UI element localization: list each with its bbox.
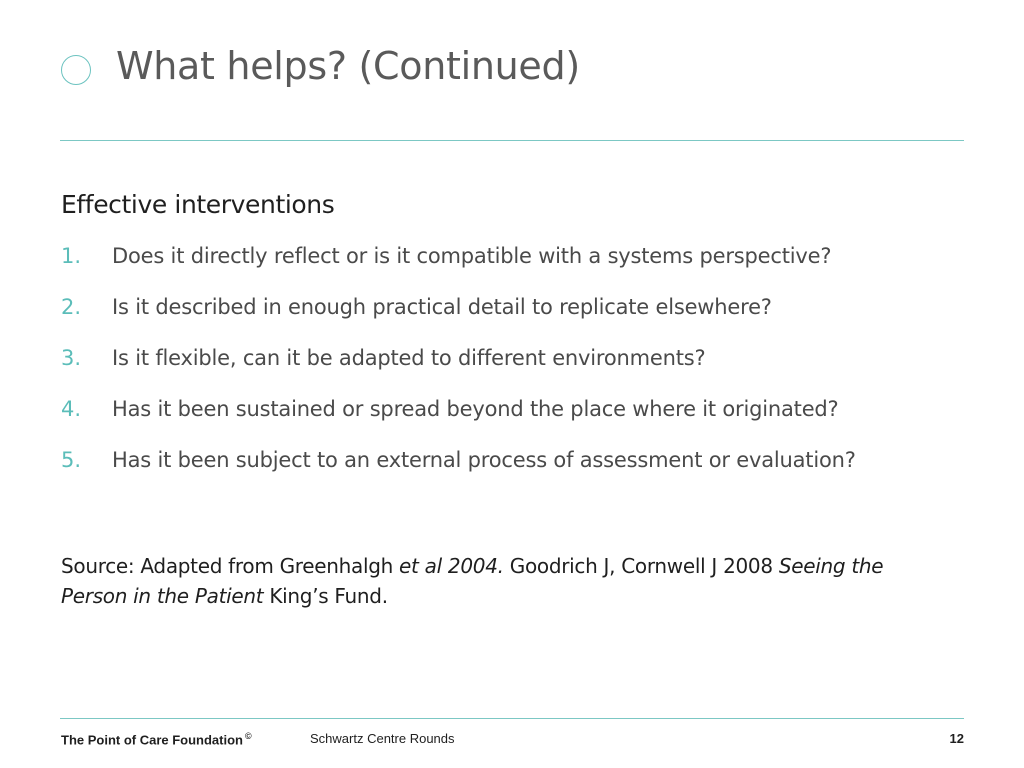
footer-divider: [60, 718, 964, 719]
list-item-text: Is it flexible, can it be adapted to different environments?: [112, 346, 706, 370]
source-citation: [61, 551, 941, 611]
source-text: Goodrich J, Cornwell J 2008: [503, 554, 779, 578]
source-book-title: Seeing the Person in the Patient: [61, 554, 884, 608]
footer-organization: [61, 731, 252, 747]
list-item-number: 5.: [61, 448, 82, 472]
list-item-number: 4.: [61, 397, 82, 421]
title-divider: [60, 140, 964, 141]
list-item-text: Has it been sustained or spread beyond the place where it originated?: [112, 397, 839, 421]
source-text: Source: Adapted from Greenhalgh: [61, 554, 400, 578]
source-italic-text: et al 2004.: [399, 554, 504, 578]
list-item-number: 2.: [61, 295, 82, 319]
source-text: King’s Fund.: [263, 584, 388, 608]
slide-title: What helps? (Continued): [116, 44, 580, 88]
list-item-number: 1.: [61, 244, 82, 268]
page-number: 12: [949, 731, 964, 746]
list-item-text: Has it been subject to an external process of assessment or evaluation?: [112, 448, 856, 472]
section-heading: Effective interventions: [61, 190, 335, 219]
list-item-text: Does it directly reflect or is it compatible with a systems perspective?: [112, 244, 832, 268]
copyright-symbol: ©: [245, 731, 252, 741]
list-item-number: 3.: [61, 346, 82, 370]
organization-name: The Point of Care Foundation: [61, 732, 243, 748]
footer-event-name: Schwartz Centre Rounds: [310, 731, 455, 746]
circle-outline-icon: [61, 55, 91, 85]
list-item-text: Is it described in enough practical detail to replicate elsewhere?: [112, 295, 772, 319]
